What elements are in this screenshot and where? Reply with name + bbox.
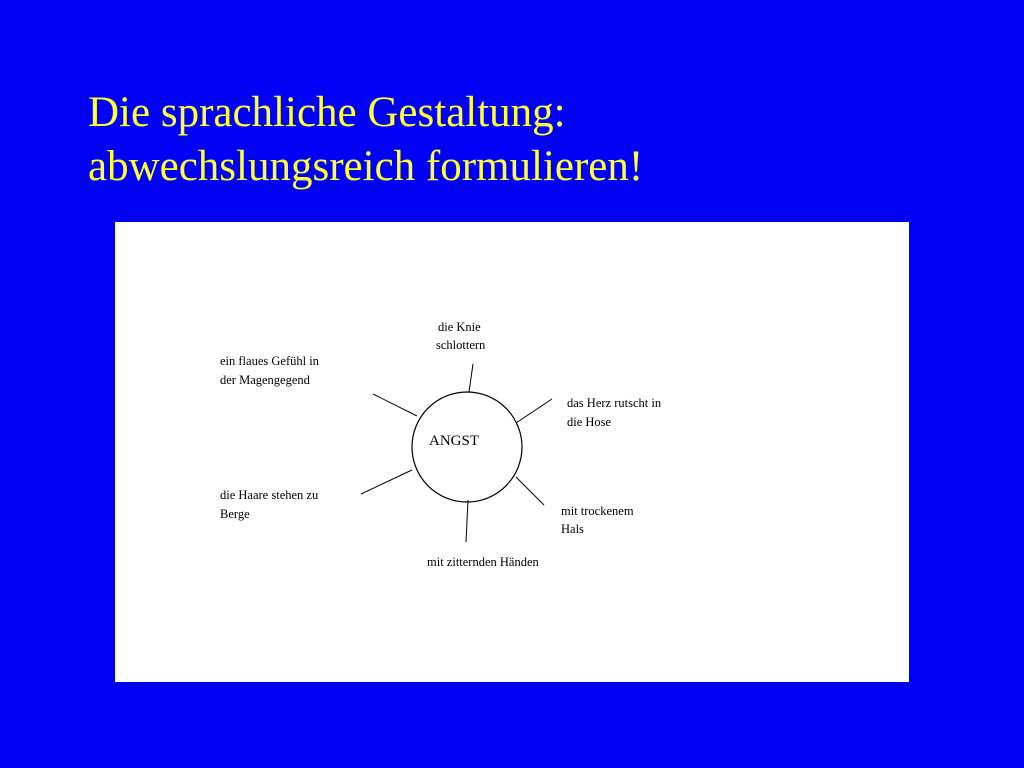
- spoke-upper-right: [516, 399, 552, 423]
- slide-title-line-2: abwechslungsreich formulieren!: [88, 143, 644, 190]
- spoke-upper-left: [373, 394, 417, 416]
- diagram-panel: [115, 222, 909, 682]
- spoke-bottom: [466, 500, 468, 542]
- branch-label-bottom: mit zitternden Händen: [427, 555, 539, 569]
- spoke-lower-left: [361, 470, 412, 494]
- center-label: ANGST: [429, 433, 480, 449]
- branch-label-top: die Knie schlottern: [436, 320, 486, 352]
- slide-title: [88, 86, 643, 194]
- branch-label-upper-left: ein flaues Gefühl in der Magengegend: [220, 354, 319, 387]
- spider-diagram: [115, 222, 909, 682]
- spoke-lower-right: [516, 477, 544, 505]
- slide-title-line-1: Die sprachliche Gestaltung:: [88, 89, 566, 136]
- branch-label-lower-left: die Haare stehen zu Berge: [220, 488, 319, 521]
- branch-label-upper-right: das Herz rutscht in die Hose: [567, 396, 662, 429]
- spoke-top: [469, 364, 473, 392]
- branch-label-lower-right: mit trockenem Hals: [561, 504, 634, 536]
